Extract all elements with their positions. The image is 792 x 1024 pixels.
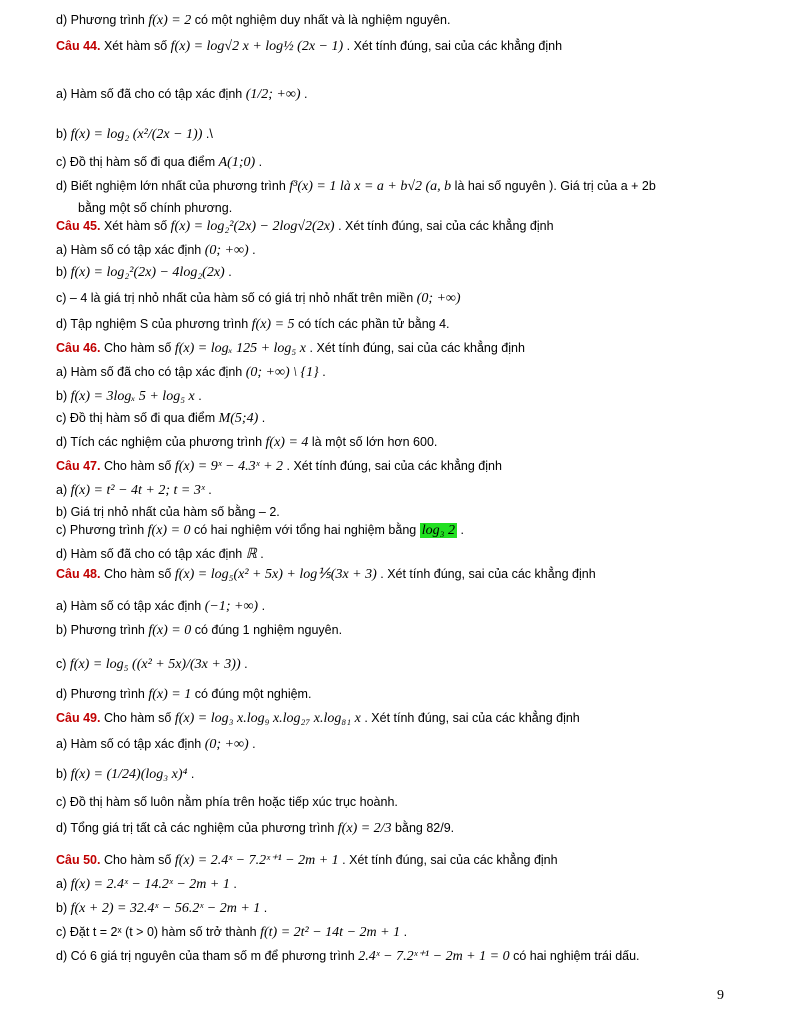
math-expression: f(x) = (1/24)(log₃ x)⁴ xyxy=(70,767,188,782)
statement-text-after: . Xét tính đúng, sai của các khẳng định xyxy=(380,567,596,581)
statement-line xyxy=(56,656,752,673)
statement-text: Cho hàm số xyxy=(103,341,172,355)
statement-label: b) xyxy=(56,389,68,403)
statement-label: a) xyxy=(56,737,68,751)
statement-label: c) xyxy=(56,523,67,537)
statement-tail: . xyxy=(460,523,464,537)
statement-label: b) xyxy=(56,901,68,915)
statement-text-after: có một nghiệm duy nhất và là nghiệm nguyên. xyxy=(194,13,451,27)
statement-text-after: . Xét tính đúng, sai của các khẳng định xyxy=(346,39,563,53)
statement-label: b) xyxy=(56,265,68,279)
statement-text-after: là hai số nguyên ). Giá trị của a + 2b xyxy=(454,179,656,193)
statement-text-after: . Xét tính đúng, sai của các khẳng định xyxy=(286,459,502,473)
math-expression: (−1; +∞) xyxy=(204,599,259,614)
statement-label: d) xyxy=(56,13,68,27)
statement-line xyxy=(56,12,752,29)
statement-text: Cho hàm số xyxy=(103,711,172,725)
statement-line xyxy=(56,482,752,499)
statement-text: Đồ thị hàm số đi qua điểm xyxy=(69,155,216,169)
statement-line xyxy=(56,316,752,333)
statement-label: d) xyxy=(56,179,68,193)
statement-line xyxy=(56,820,752,837)
statement-line xyxy=(56,794,752,810)
statement-text-after: . xyxy=(228,265,232,279)
math-expression: f(x) = log₃ x.log₉ x.log₂₇ x.log₈₁ x xyxy=(174,711,361,726)
statement-line xyxy=(56,242,752,259)
statement-text: Cho hàm số xyxy=(103,567,172,581)
statement-label: b) xyxy=(56,127,68,141)
statement-label: c) xyxy=(56,795,67,809)
math-expression: f(x) = 2/3 xyxy=(337,821,392,836)
statement-text-after: . xyxy=(261,411,266,425)
math-expression: f(x) = logₓ 125 + log₅ x xyxy=(174,341,307,356)
statement-text: – 4 là giá trị nhỏ nhất của hàm số có giá trị nhỏ nhất trên miền xyxy=(69,291,414,305)
statement-text: Hàm số có tập xác định xyxy=(70,737,202,751)
statement-text: Có 6 giá trị nguyên của tham số m để phương trình xyxy=(70,949,355,963)
statement-text-after: . Xét tính đúng, sai của các khẳng định xyxy=(364,711,580,725)
statement-text-after: . Xét tính đúng, sai của các khẳng định xyxy=(342,853,558,867)
statement-label: d) xyxy=(56,687,68,701)
statement-label: d) xyxy=(56,317,68,331)
math-expression: (0; +∞) xyxy=(416,291,461,306)
statement-text: Cho hàm số xyxy=(103,459,172,473)
statement-text: Đặt t = 2ˣ (t > 0) hàm số trở thành xyxy=(69,925,257,939)
math-expression: (1/2; +∞) xyxy=(245,87,301,102)
question-header xyxy=(56,852,752,869)
question-number: Câu 46. xyxy=(56,341,101,355)
statement-text-after: . xyxy=(198,389,202,403)
math-expression: f(x) = 2.4ˣ − 7.2ˣ⁺¹ − 2m + 1 xyxy=(174,853,339,868)
statement-text-after: . xyxy=(244,657,248,671)
math-expression: f(x) = t² − 4t + 2; t = 3ˣ xyxy=(70,483,205,498)
statement-text-after: . xyxy=(190,767,195,781)
math-expression: f(x) = 1 xyxy=(148,687,192,702)
statement-label: a) xyxy=(56,877,68,891)
statement-text: Tổng giá trị tất cả các nghiệm của phương trình xyxy=(70,821,335,835)
math-expression: f(x) = 2.4ˣ − 14.2ˣ − 2m + 1 xyxy=(70,877,230,892)
statement-line xyxy=(56,766,752,783)
statement-text: Xét hàm số xyxy=(103,39,168,53)
statement-line xyxy=(56,622,752,639)
statement-line xyxy=(56,948,752,965)
statement-line xyxy=(56,686,752,703)
math-expression: f(x + 2) = 32.4ˣ − 56.2ˣ − 2m + 1 xyxy=(70,901,261,916)
statement-label: a) xyxy=(56,599,68,613)
statement-line xyxy=(56,924,752,941)
statement-label: a) xyxy=(56,87,68,101)
statement-line xyxy=(56,434,752,451)
math-expression: f(x) = log₅(x² + 5x) + log⅕(3x + 3) xyxy=(174,567,377,582)
statement-label: c) xyxy=(56,657,67,671)
statement-text: Hàm số đã cho có tập xác định xyxy=(70,547,243,561)
page-number: 9 xyxy=(717,988,724,1003)
math-expression: f(x) = log₂ (x²/(2x − 1)) xyxy=(70,127,203,142)
statement-label: d) xyxy=(56,435,68,449)
statement-label: a) xyxy=(56,243,68,257)
statement-line xyxy=(56,546,752,563)
statement-text: Biết nghiệm lớn nhất của phương trình xyxy=(70,179,286,193)
statement-text-after: . xyxy=(322,365,326,379)
math-expression: 2.4ˣ − 7.2ˣ⁺¹ − 2m + 1 = 0 xyxy=(358,949,510,964)
statement-line xyxy=(56,736,752,753)
statement-label: c) xyxy=(56,925,67,939)
statement-text: Tích các nghiệm của phương trình xyxy=(70,435,263,449)
statement-text-after: . xyxy=(304,87,308,101)
math-expression: A(1;0) xyxy=(218,155,256,170)
statement-label: c) xyxy=(56,155,67,169)
statement-text-after: . xyxy=(260,547,264,561)
math-expression: f³(x) = 1 là x = a + b√2 (a, b xyxy=(289,179,452,194)
math-expression: ℝ xyxy=(245,547,257,562)
statement-text: Đồ thị hàm số đi qua điểm xyxy=(69,411,216,425)
statement-label: d) xyxy=(56,547,68,561)
statement-label: b) xyxy=(56,623,68,637)
question-number: Câu 47. xyxy=(56,459,101,473)
statement-text: Phương trình xyxy=(70,623,145,637)
statement-text-after: .\ xyxy=(205,127,213,141)
statement-text-after: có hai nghiệm trái dấu. xyxy=(513,949,640,963)
question-number: Câu 48. xyxy=(56,567,101,581)
math-expression: f(x) = log₂²(2x) − 2log√2(2x) xyxy=(170,219,335,234)
statement-line xyxy=(56,178,752,195)
statement-text: Hàm số có tập xác định xyxy=(70,599,202,613)
math-expression: f(x) = 9ˣ − 4.3ˣ + 2 xyxy=(174,459,284,474)
statement-line xyxy=(56,364,752,381)
question-header xyxy=(56,218,752,235)
statement-text-after: . xyxy=(252,737,256,751)
math-expression: M(5;4) xyxy=(218,411,259,426)
statement-line xyxy=(56,410,752,427)
statement-line xyxy=(56,86,752,103)
statement-text: Phương trình xyxy=(69,523,145,537)
question-header xyxy=(56,340,752,357)
math-expression: f(x) = 0 xyxy=(148,623,192,638)
math-expression: f(t) = 2t² − 14t − 2m + 1 xyxy=(260,925,401,940)
statement-text-after: . xyxy=(252,243,256,257)
question-number: Câu 50. xyxy=(56,853,101,867)
statement-text: Đồ thị hàm số luôn nằm phía trên hoặc tiếp xúc trục hoành. xyxy=(69,795,398,809)
statement-text: Giá trị nhỏ nhất của hàm số bằng – 2. xyxy=(70,505,280,519)
statement-label: c) xyxy=(56,411,67,425)
statement-line xyxy=(56,504,752,520)
statement-text-after: có tích các phần tử bằng 4. xyxy=(298,317,450,331)
math-expression: f(x) = 4 xyxy=(265,435,309,450)
statement-text-after: . Xét tính đúng, sai của các khẳng định xyxy=(338,219,554,233)
question-header xyxy=(56,458,752,475)
question-header xyxy=(56,710,752,727)
statement-text-after: . xyxy=(261,599,266,613)
statement-line xyxy=(56,290,752,307)
math-expression: f(x) = 5 xyxy=(251,317,295,332)
statement-label: b) xyxy=(56,505,68,519)
statement-text-after: . xyxy=(258,155,263,169)
statement-text-after: . xyxy=(208,483,212,497)
statement-text: bằng một số chính phương. xyxy=(78,201,233,215)
statement-text-after: . xyxy=(233,877,237,891)
statement-line xyxy=(56,126,752,143)
statement-label: d) xyxy=(56,949,68,963)
math-expression: f(x) = 2 xyxy=(148,13,192,28)
question-number: Câu 45. xyxy=(56,219,101,233)
statement-text: Hàm số đã cho có tập xác định xyxy=(70,365,243,379)
statement-line xyxy=(56,388,752,405)
statement-text-after: có đúng 1 nghiệm nguyên. xyxy=(194,623,343,637)
statement-line xyxy=(56,154,752,171)
statement-text-after: là một số lớn hơn 600. xyxy=(311,435,438,449)
statement-text: Cho hàm số xyxy=(103,853,172,867)
statement-text: Hàm số có tập xác định xyxy=(70,243,202,257)
statement-text: Hàm số đã cho có tập xác định xyxy=(70,87,243,101)
math-expression: f(x) = 0 xyxy=(147,523,191,538)
math-expression: f(x) = 3logₓ 5 + log₅ x xyxy=(70,389,195,404)
statement-text: Xét hàm số xyxy=(103,219,168,233)
statement-line xyxy=(56,522,752,539)
statement-label: a) xyxy=(56,365,68,379)
statement-line xyxy=(56,598,752,615)
math-expression: f(x) = log₅ ((x² + 5x)/(3x + 3)) xyxy=(69,657,241,672)
statement-text-after: . xyxy=(263,901,268,915)
question-header xyxy=(56,38,752,55)
statement-line xyxy=(56,264,752,281)
statement-text: Phương trình xyxy=(70,687,145,701)
statement-label: d) xyxy=(56,821,68,835)
statement-label: a) xyxy=(56,483,68,497)
statement-label: b) xyxy=(56,767,68,781)
statement-line xyxy=(56,900,752,917)
statement-text: Tập nghiệm S của phương trình xyxy=(70,317,249,331)
math-expression: (0; +∞) xyxy=(204,243,249,258)
statement-line xyxy=(56,876,752,893)
statement-text-after: . xyxy=(403,925,408,939)
statement-text-after: bằng 82/9. xyxy=(395,821,455,835)
statement-label: c) xyxy=(56,291,67,305)
math-expression: f(x) = log₂²(2x) − 4log₂(2x) xyxy=(70,265,225,280)
question-number: Câu 49. xyxy=(56,711,101,725)
math-expression: (0; +∞) xyxy=(204,737,249,752)
statement-text-after: có hai nghiệm với tổng hai nghiệm bằng xyxy=(194,523,417,537)
statement-line xyxy=(78,200,752,216)
math-expression: (0; +∞) \ {1} xyxy=(245,365,319,380)
statement-text: Phương trình xyxy=(70,13,145,27)
question-number: Câu 44. xyxy=(56,39,101,53)
highlighted-answer: log₃ 2 xyxy=(421,523,455,538)
statement-text-after: có đúng một nghiệm. xyxy=(194,687,312,701)
math-expression: f(x) = log√2 x + log½ (2x − 1) xyxy=(170,39,344,54)
statement-text-after: . Xét tính đúng, sai của các khẳng định xyxy=(309,341,525,355)
question-header xyxy=(56,566,752,583)
